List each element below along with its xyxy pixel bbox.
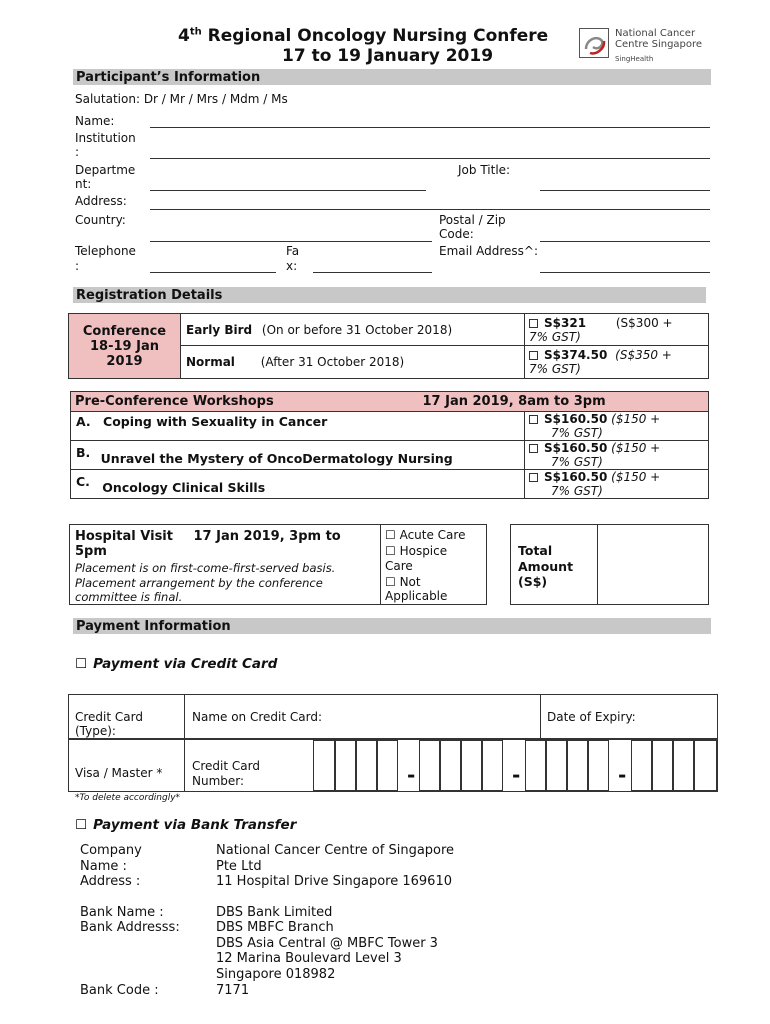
bank-name-label: Bank Name :: [80, 905, 164, 920]
bank-name-value: DBS Bank Limited: [216, 905, 333, 920]
delete-note: *To delete accordingly*: [75, 793, 181, 803]
workshops-header: Pre-Conference Workshops 17 Jan 2019, 8am to 3pm: [71, 392, 709, 412]
hospital-divider: [380, 525, 381, 604]
logo-swirl-icon: [580, 29, 610, 59]
conference-label: Conference 18-19 Jan 2019: [69, 314, 181, 379]
workshop-b: B. Unravel the Mystery of OncoDermatology Nursing: [71, 441, 525, 470]
address-field[interactable]: [150, 209, 710, 210]
institution-colon: :: [75, 145, 80, 159]
workshop-a-price[interactable]: S$160.50 ($150 + 7% GST): [525, 412, 709, 441]
early-bird-cell: Early Bird (On or before 31 October 2018): [181, 314, 525, 346]
bank-address-label: Bank Addresss:: [80, 920, 180, 935]
credit-card-table: [68, 694, 718, 792]
telephone-field[interactable]: [150, 272, 276, 273]
email-label: Email Address^:: [439, 244, 538, 258]
cc-digit-box[interactable]: [440, 740, 461, 791]
job-title-field[interactable]: [540, 190, 710, 191]
logo-text-2: Centre Singapore: [615, 39, 703, 50]
normal-price[interactable]: S$374.50 (S$350 + 7% GST): [525, 346, 709, 379]
telephone-colon: :: [75, 259, 80, 273]
fax-field[interactable]: [313, 272, 432, 273]
cc-type-label-2: (Type):: [75, 724, 116, 738]
logo-text-1: National Cancer: [615, 28, 696, 39]
telephone-label: Telephone: [75, 244, 136, 258]
department-label: Departme: [75, 163, 136, 177]
cc-digit-box[interactable]: [525, 740, 546, 791]
salutation-label: Salutation: Dr / Mr / Mrs / Mdm / Ms: [75, 92, 288, 106]
workshops-table: [70, 391, 709, 499]
workshop-c-checkbox[interactable]: [529, 473, 538, 482]
registration-table: [68, 313, 709, 379]
cc-dash: -: [407, 763, 416, 787]
cc-digit-box[interactable]: [313, 740, 335, 791]
logo-icon: [579, 28, 609, 58]
cc-digit-box[interactable]: [356, 740, 377, 791]
bank-transfer-checkbox[interactable]: ☐: [75, 817, 88, 833]
department-label-2: nt:: [75, 177, 92, 191]
cc-col-divider: [184, 695, 185, 791]
logo-sub: SingHealth: [615, 55, 654, 63]
address-value: 11 Hospital Drive Singapore 169610: [216, 874, 452, 889]
visa-master-label[interactable]: Visa / Master *: [75, 766, 163, 780]
normal-cell: Normal (After 31 October 2018): [181, 346, 525, 379]
job-title-label: Job Title:: [458, 163, 511, 177]
bank-address-value: DBS MBFC Branch DBS Asia Central @ MBFC Tower 3 12 Marina Boulevard Level 3 Singapore 018982: [216, 920, 438, 982]
cc-expiry-divider: [540, 695, 541, 738]
postal-field[interactable]: [540, 241, 710, 242]
expiry-label[interactable]: Date of Expiry:: [547, 710, 636, 724]
credit-card-checkbox[interactable]: ☐: [75, 656, 88, 672]
hospital-date-2: 5pm: [75, 544, 107, 559]
address-label: Address:: [75, 194, 127, 208]
acute-care-option[interactable]: ☐ Acute Care: [385, 528, 466, 542]
total-amount-box: [510, 524, 709, 605]
not-applicable-option[interactable]: ☐ Not: [385, 575, 421, 589]
total-label-1: Total: [518, 543, 553, 558]
normal-checkbox[interactable]: [529, 351, 538, 360]
institution-label: Institution: [75, 131, 136, 145]
fax-label: Fa: [286, 244, 300, 258]
cc-type-label: Credit Card: [75, 710, 143, 724]
bank-code-value: 7171: [216, 983, 250, 998]
bank-transfer-option[interactable]: ☐ Payment via Bank Transfer: [75, 817, 297, 833]
country-field[interactable]: [150, 241, 432, 242]
early-bird-price[interactable]: S$321 (S$300 + 7% GST): [525, 314, 709, 346]
hospital-note-1: Placement is on first-come-first-served basis.: [75, 561, 336, 575]
cc-digit-box[interactable]: [652, 740, 673, 791]
cc-digit-box[interactable]: [588, 740, 609, 791]
address-label-bank: Address :: [80, 874, 141, 889]
hospital-title: Hospital Visit 17 Jan 2019, 3pm to: [75, 529, 341, 544]
cc-digit-box[interactable]: [673, 740, 694, 791]
form-dates: 17 to 19 January 2019: [282, 46, 494, 66]
cc-digit-box[interactable]: [377, 740, 398, 791]
company-value: National Cancer Centre of Singapore Pte Ltd: [216, 843, 455, 874]
hospital-visit-box: [69, 524, 487, 605]
bank-code-label: Bank Code :: [80, 983, 159, 998]
name-on-card-label[interactable]: Name on Credit Card:: [192, 710, 322, 724]
total-amount-field[interactable]: [599, 525, 707, 604]
hospital-note-2: Placement arrangement by the conference: [75, 576, 323, 590]
workshop-c-price[interactable]: S$160.50 ($150 + 7% GST): [525, 470, 709, 499]
not-applicable-option-2: Applicable: [385, 589, 448, 603]
registration-section-header: Registration Details: [73, 287, 706, 303]
cc-digit-box[interactable]: [335, 740, 356, 791]
cc-digit-box[interactable]: [546, 740, 567, 791]
workshop-b-price[interactable]: S$160.50 ($150 + 7% GST): [525, 441, 709, 470]
hospital-note-3: committee is final.: [75, 590, 183, 604]
cc-digit-box[interactable]: [482, 740, 503, 791]
workshop-c: C. Oncology Clinical Skills: [71, 470, 525, 499]
cc-digit-box[interactable]: [631, 740, 652, 791]
workshop-a-checkbox[interactable]: [529, 415, 538, 424]
total-divider: [597, 525, 598, 604]
payment-section-header: Payment Information: [73, 618, 711, 634]
name-label: Name:: [75, 114, 115, 128]
cc-dash: -: [618, 763, 627, 787]
email-field[interactable]: [540, 272, 710, 273]
name-field[interactable]: [150, 127, 710, 128]
credit-card-option[interactable]: ☐ Payment via Credit Card: [75, 656, 278, 672]
total-label-2: Amount: [518, 559, 574, 574]
cc-digit-box[interactable]: [694, 740, 717, 791]
fax-label-2: x:: [286, 259, 298, 273]
postal-label-2: Code:: [439, 227, 474, 241]
cc-digit-box[interactable]: [567, 740, 588, 791]
participant-section-header: Participant’s Information: [73, 69, 711, 85]
cc-digit-box[interactable]: [461, 740, 482, 791]
workshop-b-checkbox[interactable]: [529, 444, 538, 453]
country-label: Country:: [75, 213, 126, 227]
workshop-a: A. Coping with Sexuality in Cancer: [71, 412, 525, 441]
postal-label: Postal / Zip: [439, 213, 506, 227]
cc-number-label-2: Number:: [192, 774, 245, 788]
form-title: 4th Regional Oncology Nursing Confere: [178, 26, 549, 46]
company-label: Company Name :: [80, 843, 142, 874]
cc-digit-box[interactable]: [419, 740, 440, 791]
hospice-care-option-2: Care: [385, 559, 413, 573]
cc-dash: -: [512, 763, 521, 787]
total-label-3: (S$): [518, 574, 548, 589]
department-field[interactable]: [150, 190, 426, 191]
nccs-logo: [567, 26, 717, 68]
cc-number-label: Credit Card: [192, 759, 260, 773]
early-bird-checkbox[interactable]: [529, 319, 538, 328]
hospice-care-option[interactable]: ☐ Hospice: [385, 544, 448, 558]
institution-field[interactable]: [150, 158, 710, 159]
